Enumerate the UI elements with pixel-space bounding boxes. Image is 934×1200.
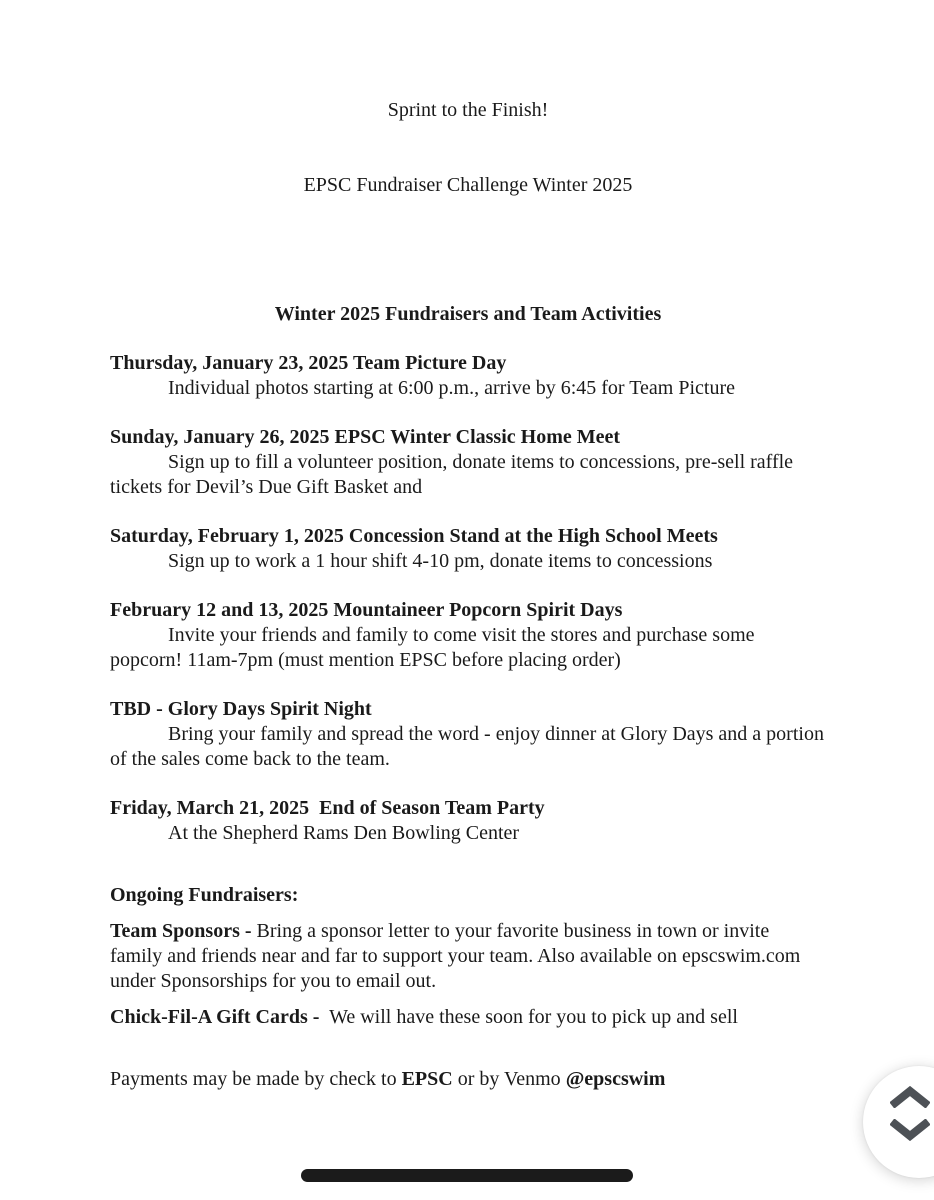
title-line-1: Sprint to the Finish!	[387, 99, 549, 121]
ongoing-item-text: Bring a sponsor letter to your favorite business in town or invite family and friends near and far to support your team. Also available on epscswim.com under Sponsorships for you to email out.	[110, 920, 806, 992]
scroll-up-button[interactable]	[890, 1086, 930, 1108]
event-detail: Bring your family and spread the word - enjoy dinner at Glory Days and a portion of the sales come back to the team.	[110, 723, 829, 770]
event-detail: Sign up to fill a volunteer position, donate items to concessions, pre-sell raffle tickets for Devil’s Due Gift Basket and	[110, 451, 799, 498]
event-detail: At the Shepherd Rams Den Bowling Center	[168, 822, 520, 844]
payments-text: Payments may be made by check to	[110, 1068, 402, 1090]
event-heading: Thursday, January 23, 2025 Team Picture Day	[110, 352, 507, 374]
ongoing-item-chick-fil-a	[110, 1005, 826, 1030]
title-line-2: EPSC Fundraiser Challenge Winter 2025	[303, 174, 633, 196]
event-detail: Invite your friends and family to come visit the stores and purchase some popcorn! 11am-7pm (must mention EPSC before placing order)	[110, 624, 760, 671]
ongoing-item-lead: Team Sponsors -	[110, 920, 257, 942]
ongoing-item-team-sponsors	[110, 919, 826, 994]
event-winter-classic-home-meet	[110, 425, 826, 500]
document-page	[110, 48, 829, 1092]
event-heading: Saturday, February 1, 2025 Concession Stand at the High School Meets	[110, 525, 718, 547]
document-title	[110, 48, 826, 248]
section-heading: Winter 2025 Fundraisers and Team Activities	[274, 303, 662, 325]
ongoing-fundraisers-heading: Ongoing Fundraisers:	[110, 884, 299, 906]
scroll-indicator-bar[interactable]	[301, 1169, 633, 1182]
event-heading: Sunday, January 26, 2025 EPSC Winter Classic Home Meet	[110, 426, 621, 448]
chevron-up-icon	[890, 1086, 930, 1108]
event-team-picture-day	[110, 351, 826, 401]
event-detail: Individual photos starting at 6:00 p.m., arrive by 6:45 for Team Picture	[168, 377, 736, 399]
event-heading: February 12 and 13, 2025 Mountaineer Popcorn Spirit Days	[110, 599, 623, 621]
payments-text: or by Venmo	[452, 1068, 566, 1090]
event-concession-stand	[110, 524, 826, 574]
event-heading: TBD - Glory Days Spirit Night	[110, 698, 372, 720]
ongoing-item-lead: Chick-Fil-A Gift Cards -	[110, 1006, 325, 1028]
event-popcorn-spirit-days	[110, 598, 826, 673]
payments-payee: EPSC	[401, 1068, 453, 1090]
event-heading: Friday, March 21, 2025 End of Season Team Party	[110, 797, 545, 819]
payments-note	[110, 1067, 826, 1092]
scroll-down-button[interactable]	[890, 1119, 930, 1141]
chevron-down-icon	[890, 1119, 930, 1141]
event-glory-days-spirit-night	[110, 697, 829, 772]
payments-venmo-handle: @epscswim	[565, 1068, 666, 1090]
ongoing-item-text: We will have these soon for you to pick up and sell	[324, 1006, 738, 1028]
event-end-of-season-party	[110, 796, 826, 846]
event-detail: Sign up to work a 1 hour shift 4-10 pm, donate items to concessions	[168, 550, 713, 572]
scroll-control	[863, 1066, 934, 1178]
